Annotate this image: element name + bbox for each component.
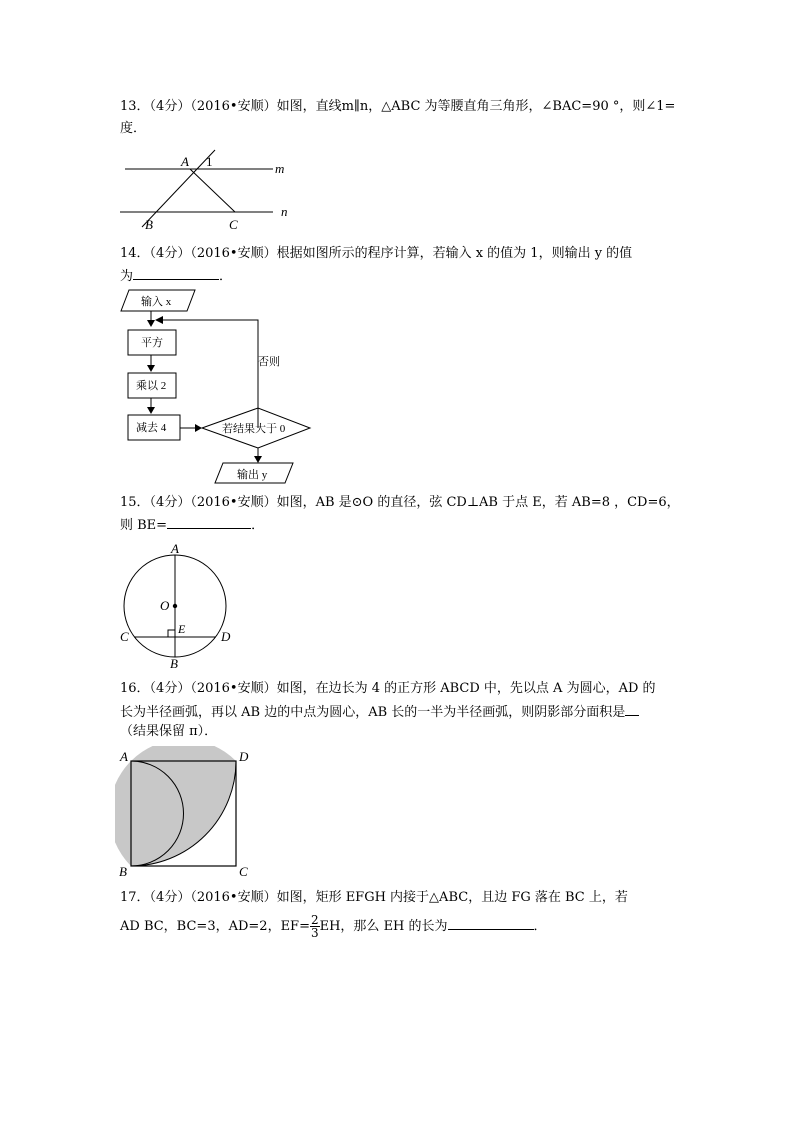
fraction-numerator: 2	[310, 913, 319, 927]
times2-label: 乘以 2	[136, 380, 167, 392]
q15-text-line2	[120, 516, 264, 534]
label-d: D	[221, 629, 231, 644]
label-c: C	[120, 629, 129, 644]
q13-parallel-lines-figure	[115, 145, 305, 235]
q17-fraction	[310, 914, 320, 939]
q16-text-line2	[120, 703, 639, 721]
q16-line2-text: 长为半径画弧，再以 AB 边的中点为圆心，AB 长的一半为半径画弧，则阴影部分面积是	[120, 705, 626, 720]
q16-text-line1: 16．（4分）（2016•安顺）如图，在边长为 4 的正方形 ABCD 中，先以点 A 为圆心，AD 的	[120, 681, 656, 696]
label-c: C	[239, 864, 248, 879]
q15-answer-blank	[167, 516, 251, 529]
q17-answer-blank	[448, 917, 534, 930]
q17-prefix: AD BC，BC=3，AD=2，EF=	[120, 919, 310, 934]
q17-suffix: ．	[533, 919, 547, 934]
arrowhead-loop	[155, 316, 163, 324]
q17-text-line1: 17．（4分）（2016•安顺）如图，矩形 EFGH 内接于△ABC，且边 FG 落在 BC 上，若	[120, 890, 628, 905]
line-ab	[142, 150, 215, 227]
arrowhead-5	[254, 456, 262, 463]
q15-circle-figure	[115, 540, 245, 670]
q14-prefix: 为	[120, 269, 134, 284]
label-a: A	[120, 749, 128, 764]
arrowhead-2	[147, 365, 155, 372]
q16-square-figure	[115, 746, 260, 881]
label-a: A	[171, 541, 179, 556]
right-angle-mark	[168, 630, 175, 637]
condition-label: 若结果大于 0	[222, 423, 286, 435]
minus4-label: 减去 4	[136, 422, 167, 434]
fraction-denominator: 3	[310, 926, 319, 940]
input-label: 输入 x	[141, 296, 172, 308]
label-angle-1: 1	[206, 154, 213, 169]
label-o: O	[160, 598, 170, 613]
label-a: A	[181, 154, 189, 169]
shaded-region	[115, 746, 236, 866]
q17-mid: EH，那么 EH 的长为	[319, 919, 448, 934]
q15-text-line1: 15．（4分）（2016•安顺）如图，AB 是⊙O 的直径，弦 CD⊥AB 于点 E，若 AB=8 ，CD=6，	[120, 495, 680, 510]
q14-text-line2	[120, 267, 232, 285]
label-m: m	[275, 161, 285, 176]
q14-flowchart	[115, 287, 315, 487]
q14-text-line1: 14．（4分）（2016•安顺）根据如图所示的程序计算，若输入 x 的值为 1，则输出 y 的值	[120, 246, 633, 261]
output-label: 输出 y	[237, 469, 268, 481]
center-point	[173, 604, 177, 608]
q13-text-line2: 度．	[120, 121, 147, 136]
q13-text-line1: 13．（4分）（2016•安顺）如图，直线m∥n，△ABC 为等腰直角三角形，∠BAC=90 °，则∠1=	[120, 99, 676, 114]
label-d: D	[239, 749, 249, 764]
q15-prefix: 则 BE=	[120, 518, 168, 533]
label-b: B	[145, 217, 153, 232]
arrowhead-3	[147, 407, 155, 414]
q14-answer-blank	[133, 267, 219, 280]
line-ac	[190, 169, 235, 212]
q14-suffix: ．	[219, 269, 233, 284]
else-label: 否则	[258, 356, 280, 368]
q15-suffix: ．	[251, 518, 265, 533]
label-b: B	[119, 864, 127, 879]
q16-text-line3: （结果保留 π）．	[120, 724, 218, 739]
label-b: B	[170, 656, 178, 670]
arrowhead-1	[147, 320, 155, 327]
q17-text-line2	[120, 912, 547, 942]
label-c: C	[229, 217, 238, 232]
label-n: n	[281, 204, 288, 219]
square-label: 平方	[141, 337, 163, 349]
q16-answer-blank	[625, 703, 639, 716]
label-e: E	[178, 622, 186, 636]
